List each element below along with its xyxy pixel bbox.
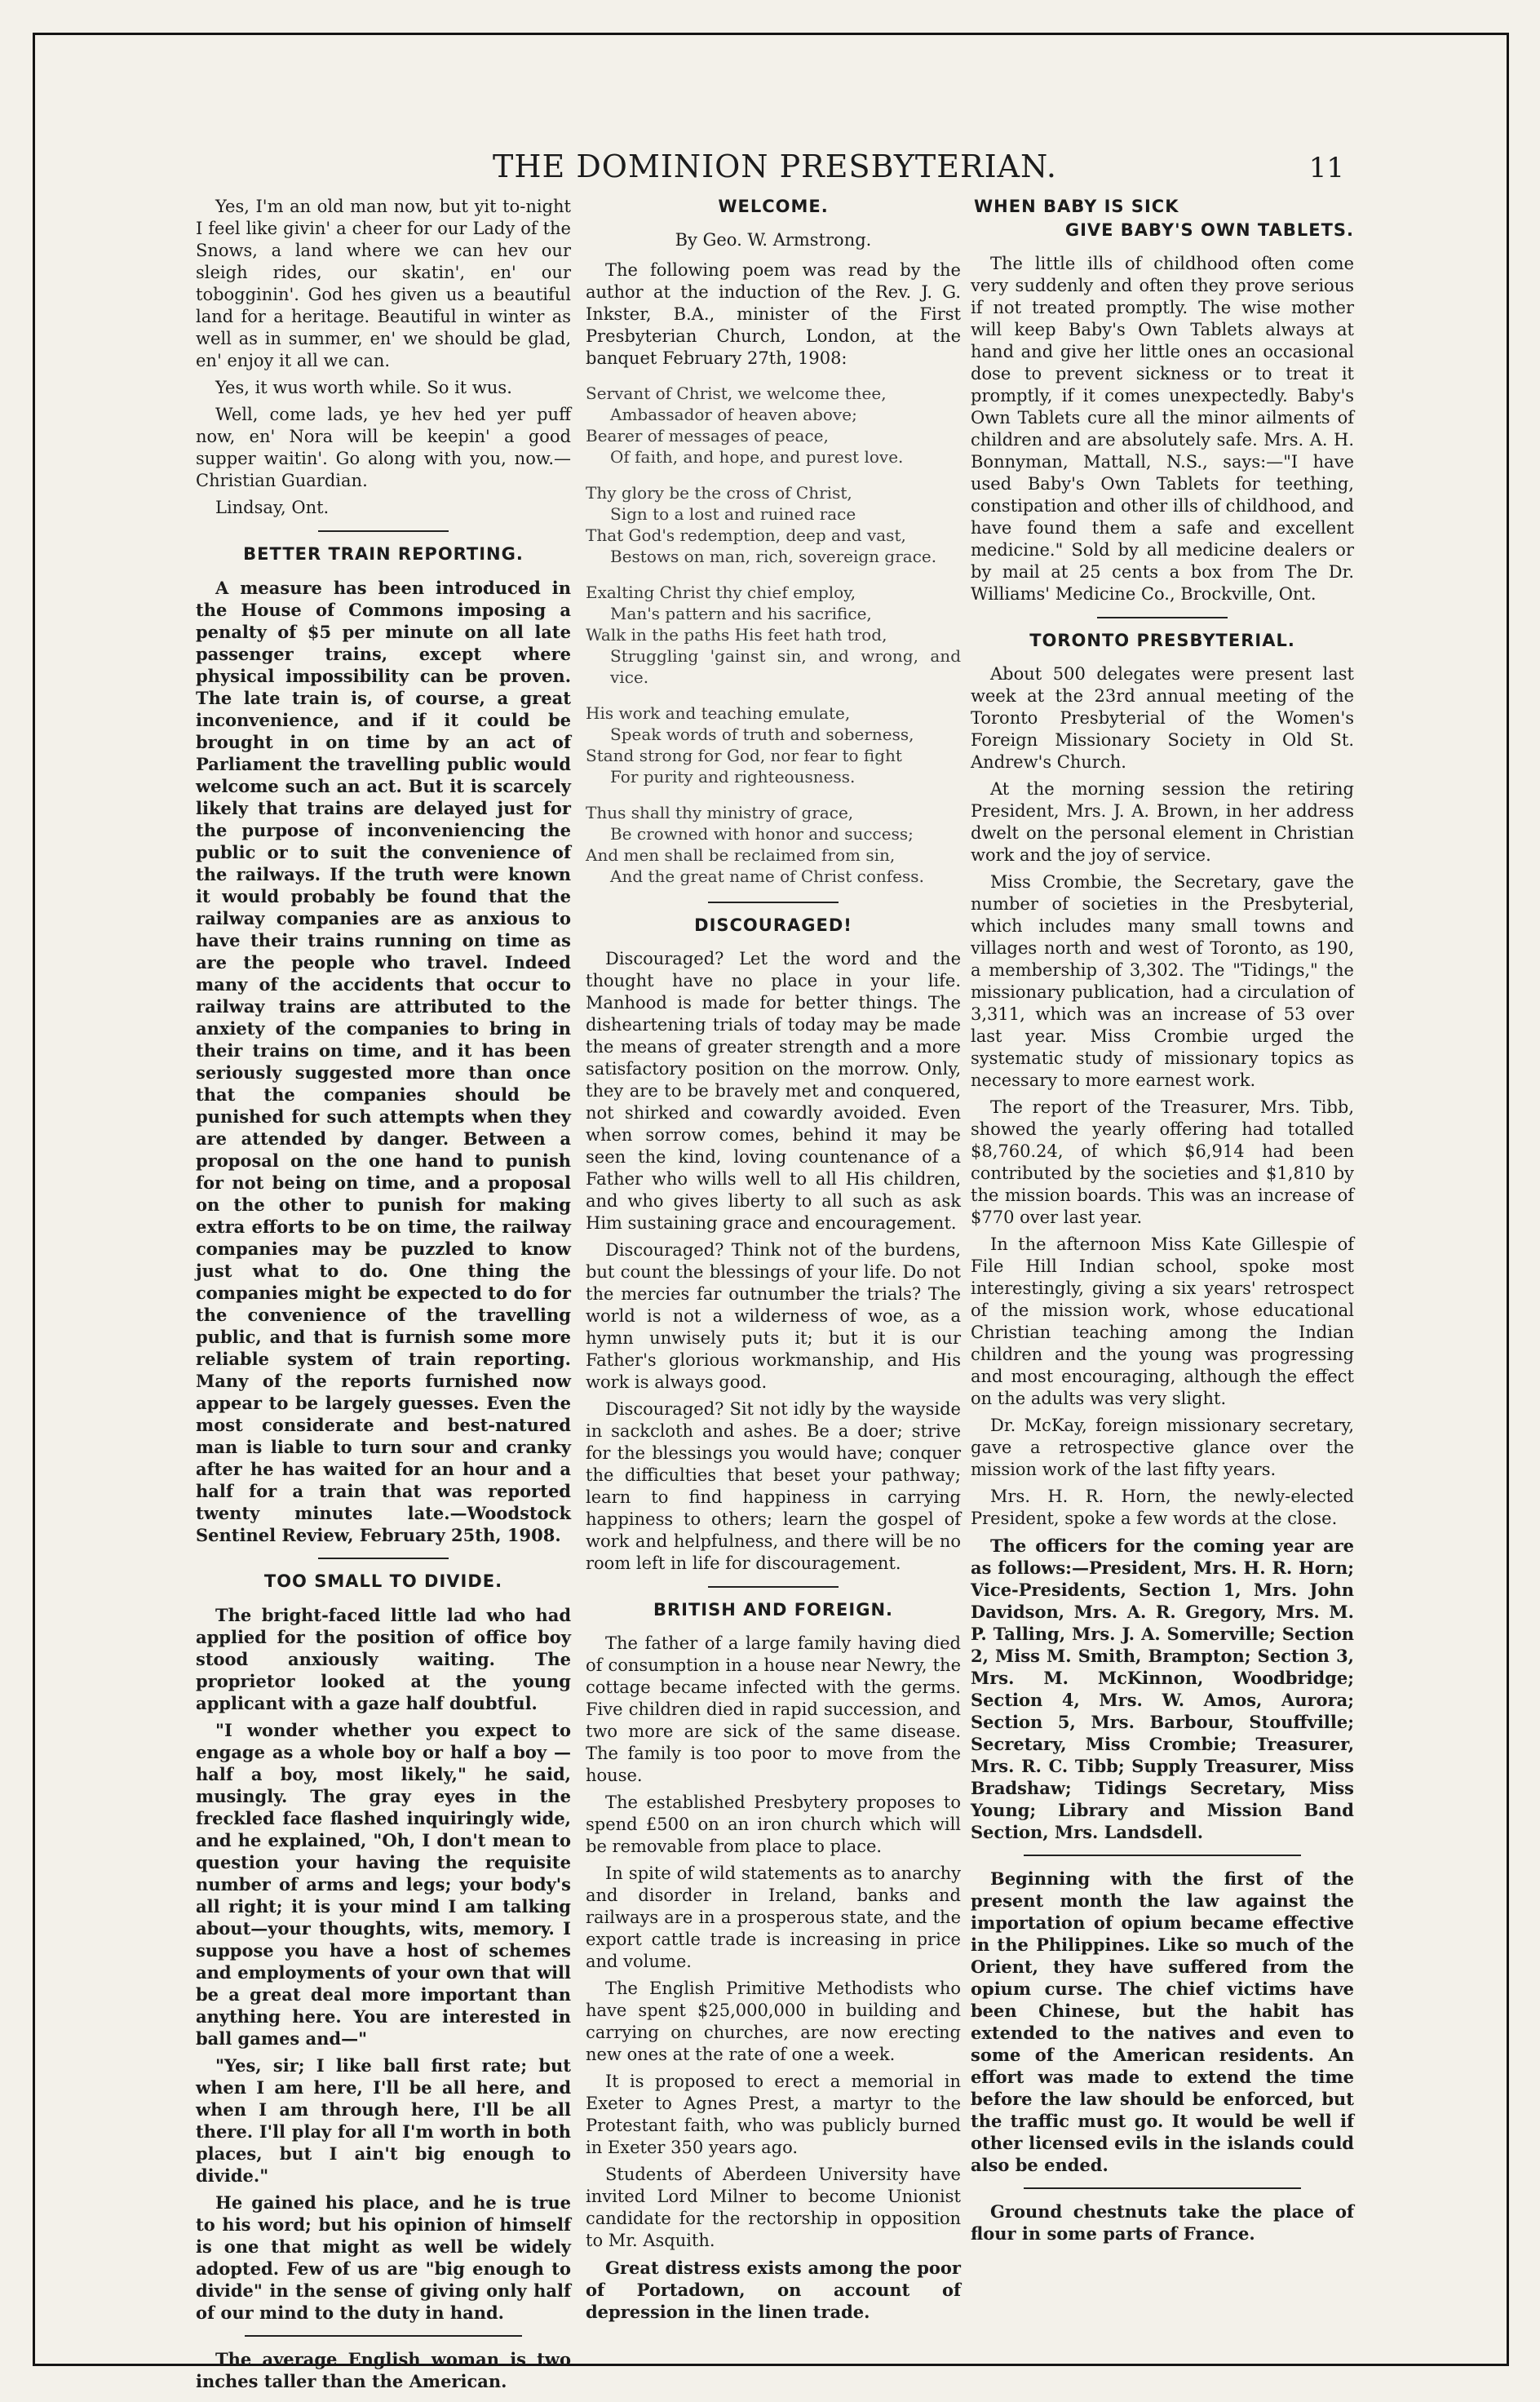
page-number: 11 xyxy=(1308,152,1344,184)
article-paragraph: The bright-faced little lad who had applied for the position of office boy stood anxiously waiting. The proprietor looked at the young applicant with a gaze half doubtful. xyxy=(196,1605,571,1713)
poem-line: Ambassador of heaven above; xyxy=(610,405,857,424)
section-divider xyxy=(245,2335,522,2337)
article-title: WHEN BABY IS SICK xyxy=(974,197,1179,216)
article-paragraph: A measure has been introduced in the House of Commons imposing a penalty of $5 per minute on all late passenger trains, except where physical impossibility can be proven. The late train is, of course, a great inconvenience, and if it could be brought in on time by an act of Parliament the travelling public would welcome such an act. But it is scarcely likely that trains are delayed just for the purpose of inconveniencing the public or to suit the convenience of the railways. If the truth were known it would probably be found that the railway companies are as anxious to have their trains running on time as are the people who travel. Indeed many of the accidents that occur to railway trains are attributed to the anxiety of the companies to bring in their trains on time, and it has been seriously suggested more than once that the companies should be punished for such attempts when they are attended by danger. Between a proposal on the one hand to punish for not being on time, and a proposal on the other to punish for making extra efforts to be on time, the railway companies may be puzzled to know just what to do. One thing the companies might be expected to do for the convenience of the travelling public, and that is furnish some more reliable system of train reporting. Many of the reports furnished now appear to be largely guesses. Even the most considerate and best-natured man is liable to turn sour and cranky after he has waited for an hour and a half for a train that was reported twenty minutes late.—Woodstock Sentinel Review, February 25th, 1908. xyxy=(196,578,571,1545)
article-paragraph: The following poem was read by the author at the induction of the Rev. J. G. Inkster, B.A., minister of the First Presbyterian Church, London, at the banquet February 27th, 1908: xyxy=(586,260,961,368)
article-title: DISCOURAGED! xyxy=(694,915,852,935)
article-paragraph: Students of Aberdeen University have invited Lord Milner to become Unionist candidate for the rectorship in opposition to Mr. Asquith. xyxy=(586,2165,961,2250)
poem-line: Struggling 'gainst sin, and wrong, and vice. xyxy=(610,646,961,687)
poem-line: That God's redemption, deep and vast, xyxy=(586,525,906,545)
article-paragraph: Miss Crombie, the Secretary, gave the number of societies in the Presbyterial, which includes many small towns and villages north and west of Toronto, as 190, a membership of 3,302. The "Tidings," the missionary publication, had a circulation of 3,311, which was an increase of 53 over last year. Miss Crombie urged the systematic study of missionary topics as necessary to more earnest work. xyxy=(971,872,1354,1090)
poem-line: Thy glory be the cross of Christ, xyxy=(586,483,852,503)
article-paragraph: "Yes, sir; I like ball first rate; but when I am here, I'll be all here, and when I am through here, I'll be all there. I'll play for all I'm worth in both places, but I ain't big enough to divide." xyxy=(196,2055,571,2186)
article-paragraph: In the afternoon Miss Kate Gillespie of File Hill Indian school, spoke most interestingly, giving a six years' retrospect of the mission work, whose educational Christian teaching among the Indian children and the young was progressing and most encouraging, although the effect on the adults was very slight. xyxy=(971,1234,1354,1408)
article-title: WELCOME. xyxy=(718,197,829,216)
article-paragraph: The report of the Treasurer, Mrs. Tibb, showed the yearly offering had totalled $8,760.24, of which $6,914 had been contributed by the societies and $1,810 by the mission boards. This was an increase of $770 over last year. xyxy=(971,1097,1354,1227)
section-divider xyxy=(1024,2187,1301,2189)
poem-line: Stand strong for God, nor fear to fight xyxy=(586,746,902,765)
section-divider xyxy=(1024,1855,1301,1856)
section-divider xyxy=(708,902,839,903)
article-title: BRITISH AND FOREIGN. xyxy=(653,1600,894,1620)
article-paragraph: Discouraged? Let the word and the thought have no place in your life. Manhood is made for better things. The disheartening trials of today may be made the means of greater strength and a more satisfactory position on the morrow. Only, they are to be bravely met and conquered, not shirked and cowardly avoided. Even when sorrow comes, behind it may be seen the kind, loving countenance of a Father who wills well to all His children, and who gives liberty to all such as ask Him sustaining grace and encouragement. xyxy=(586,949,961,1233)
column-1 xyxy=(196,196,571,2397)
article-paragraph: Great distress exists among the poor of Portadown, on account of depression in the linen trade. xyxy=(586,2258,961,2322)
poem-line: And men shall be reclaimed from sin, xyxy=(586,845,896,865)
article-paragraph: Yes, I'm an old man now, but yit to-night I feel like givin' a cheer for our Lady of the Snows, a land where we can hev our sleigh rides, our skatin', en' our tobogginin'. God hes given us a beautiful land for a heritage. Beautiful in winter as well as in summer, en' we should be glad, en' enjoy it all we can. xyxy=(196,197,571,370)
poem-line: Walk in the paths His feet hath trod, xyxy=(586,625,887,645)
article-paragraph: The officers for the coming year are as follows:—President, Mrs. H. R. Horn; Vice-Presidents, Section 1, Mrs. John Davidson, Mrs. A. R. Gregory, Mrs. M. P. Talling, Mrs. J. A. Somerville; Section 2, Miss M. Smith, Brampton; Section 3, Mrs. M. McKinnon, Woodbridge; Section 4, Mrs. W. Amos, Aurora; Section 5, Mrs. Barbour, Stouffville; Secretary, Miss Crombie; Treasurer, Mrs. R. C. Tibb; Supply Treasurer, Miss Bradshaw; Tidings Secretary, Miss Young; Library and Mission Band Section, Mrs. Landsdell. xyxy=(971,1536,1354,1842)
poem-line: Of faith, and hope, and purest love. xyxy=(610,447,904,467)
poem-line: For purity and righteousness. xyxy=(610,767,856,787)
dateline: Lindsay, Ont. xyxy=(215,498,330,517)
filler-note: Ground chestnuts take the place of flour in some parts of France. xyxy=(971,2201,1354,2244)
poem-line: Bestows on man, rich, sovereign grace. xyxy=(610,547,937,566)
article-paragraph: "I wonder whether you expect to engage as a whole boy or half a boy —half a boy, most likely," he said, musingly. The gray eyes in the freckled face flashed inquiringly wide, and he explained, "Oh, I don't mean to question your having the requisite number of arms and legs; your body's all right; it is your mind I am talking about—your thoughts, wits, memory. I suppose you have a host of schemes and employments of your own that will be a great deal more important than anything here. You are interested in ball games and—" xyxy=(196,1720,571,2049)
running-head: THE DOMINION PRESBYTERIAN. xyxy=(493,148,1057,184)
article-paragraph: The father of a large family having died of consumption in a house near Newry, the cottage became infected with the germs. Five children died in rapid succession, and two more are sick of the same disease. The family is too poor to move from the house. xyxy=(586,1633,961,1785)
poem-line: Thus shall thy ministry of grace, xyxy=(586,803,854,822)
article-title: GIVE BABY'S OWN TABLETS. xyxy=(1064,220,1354,240)
poem-stanza xyxy=(586,802,961,887)
article-paragraph: In spite of wild statements as to anarchy and disorder in Ireland, banks and railways are in a prosperous state, and the export cattle trade is increasing in price and volume. xyxy=(586,1864,961,1971)
poem-stanza xyxy=(586,482,961,567)
filler-note: The average English woman is two inches taller than the American. xyxy=(196,2349,571,2391)
byline: By Geo. W. Armstrong. xyxy=(675,230,872,250)
article-paragraph: Well, come lads, ye hev hed yer puff now, en' Nora will be keepin' a good supper waitin'. Go along with you, now.—Christian Guardian. xyxy=(196,405,571,490)
article-paragraph: Discouraged? Think not of the burdens, but count the blessings of your life. Do not the mercies far outnumber the trials? The world is not a wilderness of woe, as a hymn unwisely puts it; but it is our Father's glorious workmanship, and His work is always good. xyxy=(586,1240,961,1392)
poem-line: His work and teaching emulate, xyxy=(586,703,851,723)
poem-line: Speak words of truth and soberness, xyxy=(610,725,914,744)
poem-stanza xyxy=(586,383,961,468)
column-3 xyxy=(971,196,1354,2249)
article-paragraph: Discouraged? Sit not idly by the wayside in sackcloth and ashes. Be a doer; strive for the blessings you would have; conquer the difficulties that beset your pathway; learn to find happiness in carrying happiness to others; learn the gospel of work and helpfulness, and there will be no room left in life for discouragement. xyxy=(586,1399,961,1573)
poem-line: And the great name of Christ confess. xyxy=(610,866,924,886)
column-2 xyxy=(586,196,961,2328)
poem-line: Sign to a lost and ruined race xyxy=(610,504,856,524)
section-divider xyxy=(318,530,449,532)
poem-line: Man's pattern and his sacrifice, xyxy=(610,604,872,623)
article-paragraph: Yes, it wus worth while. So it wus. xyxy=(215,378,512,397)
poem-stanza xyxy=(586,582,961,688)
poem-stanza xyxy=(586,702,961,787)
poem-line: Servant of Christ, we welcome thee, xyxy=(586,383,887,403)
section-divider xyxy=(1097,617,1228,618)
article-paragraph: Mrs. H. R. Horn, the newly-elected President, spoke a few words at the close. xyxy=(971,1487,1354,1528)
article-paragraph: Beginning with the first of the present month the law against the importation of opium became effective in the Philippines. Like so much of the Orient, they have suffered from the opium curse. The chief victims have been Chinese, but the habit has extended to the natives and even to some of the American residents. An effort was made to extend the time before the law should be enforced, but the traffic must go. It would be well if other licensed evils in the islands could also be ended. xyxy=(971,1868,1354,2175)
article-paragraph: Dr. McKay, foreign missionary secretary, gave a retrospective glance over the mission work of the last fifty years. xyxy=(971,1416,1354,1479)
article-paragraph: The little ills of childhood often come very suddenly and often they prove serious if not treated promptly. The wise mother will keep Baby's Own Tablets always at hand and give her little ones an occasional dose to prevent sickness or to treat it promptly, if it comes unexpectedly. Baby's Own Tablets cure all the minor ailments of children and are absolutely safe. Mrs. A. H. Bonnyman, Mattall, N.S., says:—"I have used Baby's Own Tablets for teething, constipation and other ills of childhood, and have found them a safe and excellent medicine." Sold by all medicine dealers or by mail at 25 cents a box from The Dr. Williams' Medicine Co., Brockville, Ont. xyxy=(971,254,1354,604)
poem-line: Exalting Christ thy chief employ, xyxy=(586,583,856,602)
article-paragraph: The English Primitive Methodists who have spent $25,000,000 in building and carrying on churches, are now erecting new ones at the rate of one a week. xyxy=(586,1979,961,2064)
article-paragraph: At the morning session the retiring President, Mrs. J. A. Brown, in her address dwelt on the personal element in Christian work and the joy of service. xyxy=(971,779,1354,865)
article-paragraph: It is proposed to erect a memorial in Exeter to Agnes Prest, a martyr to the Protestant faith, who was publicly burned in Exeter 350 years ago. xyxy=(586,2072,961,2157)
article-paragraph: About 500 delegates were present last week at the 23rd annual meeting of the Toronto Presbyterial of the Women's Foreign Missionary Society in Old St. Andrew's Church. xyxy=(971,664,1354,772)
article-title: TORONTO PRESBYTERIAL. xyxy=(1029,631,1295,650)
section-divider xyxy=(708,1586,839,1588)
article-paragraph: The established Presbytery proposes to spend £500 on an iron church which will be removable from place to place. xyxy=(586,1793,961,1856)
section-divider xyxy=(318,1558,449,1559)
article-title: TOO SMALL TO DIVIDE. xyxy=(263,1571,503,1591)
poem-line: Be crowned with honor and success; xyxy=(610,824,914,844)
poem-line: Bearer of messages of peace, xyxy=(586,426,829,445)
article-paragraph: He gained his place, and he is true to his word; but his opinion of himself is one that might as well be widely adopted. Few of us are "big enough to divide" in the sense of giving only half of our mind to the duty in hand. xyxy=(196,2192,571,2323)
article-title: BETTER TRAIN REPORTING. xyxy=(243,544,524,564)
